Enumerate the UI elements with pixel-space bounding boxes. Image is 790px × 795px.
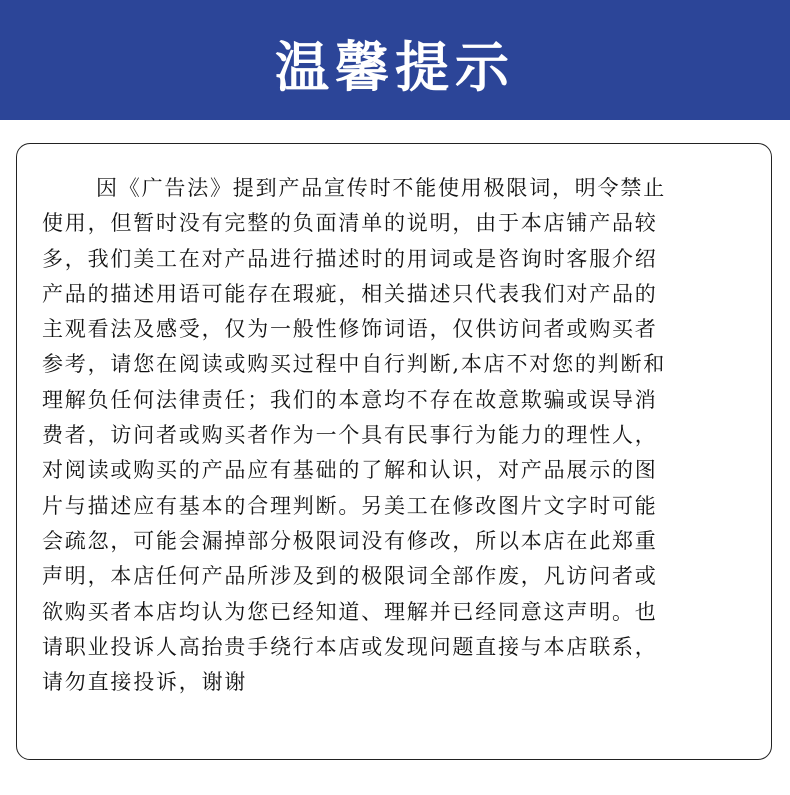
notice-line: 产品的描述用语可能存在瑕疵，相关描述只代表我们对产品的 xyxy=(42,281,658,306)
notice-line: 使用，但暂时没有完整的负面清单的说明，由于本店铺产品较 xyxy=(42,211,658,236)
notice-line: 会疏忽，可能会漏掉部分极限词没有修改，所以本店在此郑重 xyxy=(42,528,658,553)
notice-line: 请勿直接投诉，谢谢 xyxy=(42,670,248,695)
header-banner xyxy=(0,0,790,120)
notice-line: 理解负任何法律责任；我们的本意均不存在故意欺骗或误导消 xyxy=(42,387,658,412)
notice-line: 参考，请您在阅读或购买过程中自行判断,本店不对您的判断和 xyxy=(42,352,667,377)
notice-line: 片与描述应有基本的合理判断。另美工在修改图片文字时可能 xyxy=(42,493,658,518)
notice-line: 对阅读或购买的产品应有基础的了解和认识，对产品展示的图 xyxy=(42,458,658,483)
notice-line: 欲购买者本店均认为您已经知道、理解并已经同意这声明。也 xyxy=(42,599,658,624)
notice-line: 声明，本店任何产品所涉及到的极限词全部作废，凡访问者或 xyxy=(42,564,658,589)
notice-line: 请职业投诉人高抬贵手绕行本店或发现问题直接与本店联系， xyxy=(42,634,658,659)
notice-line: 多，我们美工在对产品进行描述时的用词或是咨询时客服介绍 xyxy=(42,246,658,271)
page-title: 温馨提示 xyxy=(275,34,515,99)
notice-text xyxy=(42,171,768,700)
notice-line: 因《广告法》提到产品宣传时不能使用极限词，明令禁止 xyxy=(96,176,666,200)
notice-line: 费者，访问者或购买者作为一个具有民事行为能力的理性人， xyxy=(42,423,658,448)
notice-line: 主观看法及感受，仅为一般性修饰词语，仅供访问者或购买者 xyxy=(42,317,658,342)
